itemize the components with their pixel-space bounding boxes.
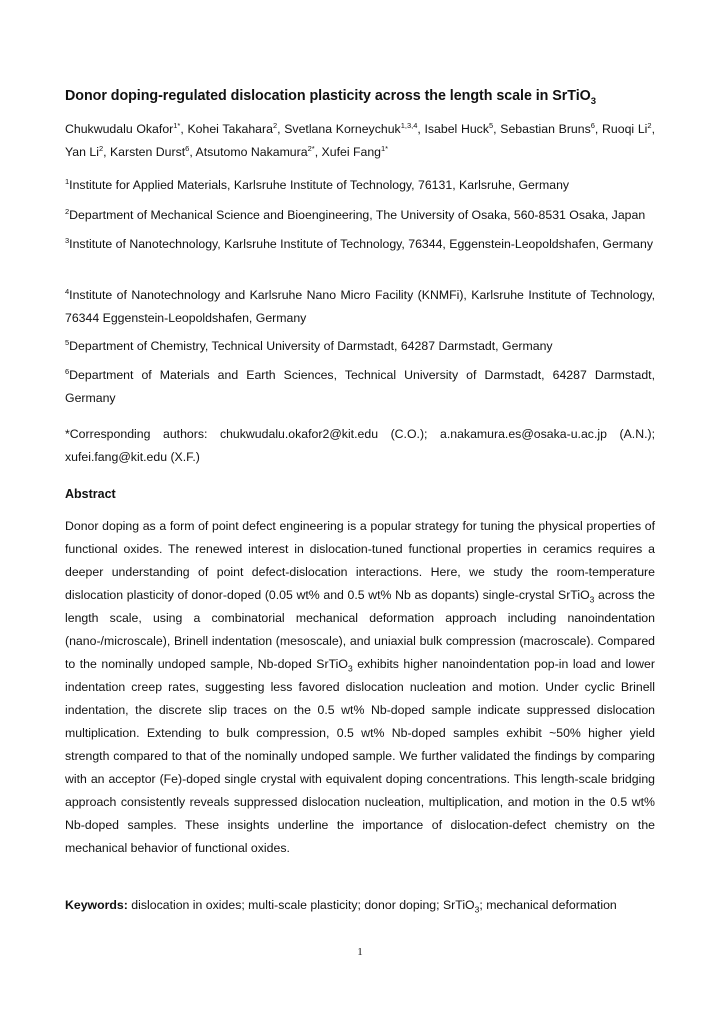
author-name: Svetlana Korneychuk [284, 122, 401, 136]
affiliation-number: 4 [65, 286, 70, 296]
keywords-label: Keywords: [65, 898, 128, 912]
author-name: Chukwudalu Okafor [65, 122, 174, 136]
page-number: 1 [357, 946, 363, 958]
affiliation-text: Institute of Nanotechnology, Karlsruhe Institute of Technology, 76344, Eggenstein-Leopoldshafen, Germany [69, 237, 653, 251]
author-affiliation-mark: 1* [173, 120, 181, 130]
affiliation-number: 5 [65, 337, 70, 347]
keywords-line: Keywords: dislocation in oxides; multi-scale plasticity; donor doping; SrTiO$_3$; mechanical deformation [65, 898, 617, 915]
author-affiliation-mark: 1,3,4 [400, 120, 418, 130]
author-affiliation-mark: 6 [590, 120, 595, 130]
affiliation-item [65, 335, 655, 358]
paper-title [65, 88, 665, 107]
author-affiliation-mark: 2* [307, 143, 315, 153]
title-subscript: 3 [590, 95, 596, 107]
abstract-heading: Abstract [65, 487, 116, 501]
author-name: Ruoqi Li [602, 122, 648, 136]
author-name: Sebastian Bruns [500, 122, 591, 136]
author-list: Chukwudalu Okafor$^{1*}$, Kohei Takahara$^2$, Svetlana Korneychuk$^{1,3,4}$, Isabel Huck$^5$, Sebastian Bruns$^6$, Ruoqi Li$^2$, Yan Li$^2$, Karsten Durst$^6$, Atsutomo Nakamura$^{2*}$, Xufei Fang$^{1*}$ [65, 120, 655, 159]
affiliation-text: Department of Mechanical Science and Bioengineering, The University of Osaka, 560-8531 Osaka, Japan [69, 208, 646, 222]
affiliation-item [65, 364, 655, 410]
author-affiliation-mark: 1* [381, 143, 389, 153]
affiliation-item [65, 204, 655, 227]
affiliation-text: Department of Chemistry, Technical University of Darmstadt, 64287 Darmstadt, Germany [69, 339, 553, 353]
affiliation-text: Institute for Applied Materials, Karlsruhe Institute of Technology, 76131, Karlsruhe, Germany [69, 178, 570, 192]
author-affiliation-mark: 5 [488, 120, 494, 130]
affiliation-item [65, 284, 655, 330]
author-name: Atsutomo Nakamura [195, 145, 308, 159]
affiliation-item [65, 174, 655, 197]
author-name: Kohei Takahara [187, 122, 273, 136]
affiliation-number: 1 [65, 176, 70, 186]
author-name: Yan Li [65, 145, 99, 159]
author-name: Isabel Huck [424, 122, 489, 136]
author-affiliation-mark: 6 [185, 143, 190, 153]
author-affiliation-mark: 2 [98, 143, 104, 153]
affiliation-number: 3 [65, 235, 70, 245]
affiliation-number: 6 [65, 366, 70, 376]
abstract-text: Donor doping as a form of point defect engineering is a popular strategy for tuning the physical properties of functional oxides. The renewed interest in dislocation-tuned functional properties in ceramics requires a deeper understanding of point defect-dislocation interactions. Here, we study the room-temperature dislocation plasticity of donor-doped (0.05 wt% and 0.5 wt% Nb as dopants) single-crystal SrTiO$_3$ across the length scale, using a combinatorial mechanical deformation approach including nanoindentation (nano-/microscale), Brinell indentation (mesoscale), and uniaxial bulk compression (macroscale). Compared to the nominally undoped sample, Nb-doped SrTiO$_3$ exhibits higher nanoindentation pop-in load and lower indentation creep rates, suggesting less favored dislocation nucleation and motion. Under cyclic Brinell indentation, the discrete slip traces on the 0.5 wt% Nb-doped sample indicate suppressed dislocation multiplication. Extending to bulk compression, 0.5 wt% Nb-doped samples exhibit ~50% higher yield strength compared to that of the nominally undoped sample. We further validated the findings by comparing with an acceptor (Fe)-doped single crystal with equivalent doping concentrations. This length-scale bridging approach consistently reveals suppressed dislocation nucleation, multiplication, and motion in the 0.5 wt% Nb-doped samples. These insights underline the importance of dislocation-defect chemistry on the mechanical behavior of functional oxides. [65, 519, 655, 855]
author-affiliation-mark: 2 [647, 120, 652, 130]
corresponding-authors: *Corresponding authors: chukwudalu.okafor2@kit.edu (C.O.); a.nakamura.es@osaka-u.ac.jp (A.N.); xufei.fang@kit.edu (X.F.) [65, 427, 655, 464]
affiliation-item [65, 233, 655, 256]
author-affiliation-mark: 2 [272, 120, 278, 130]
author-name: Karsten Durst [109, 145, 186, 159]
author-name: Xufei Fang [321, 145, 382, 159]
affiliation-text: Institute of Nanotechnology and Karlsruhe Nano Micro Facility (KNMFi), Karlsruhe Institute of Technology, 76344 Eggenstein-Leopoldshafen, Germany [65, 288, 655, 325]
title-text: Donor doping-regulated dislocation plasticity across the length scale in SrTiO [65, 88, 591, 104]
affiliation-number: 2 [65, 206, 70, 216]
affiliation-text: Department of Materials and Earth Sciences, Technical University of Darmstadt, 64287 Darmstadt, Germany [65, 368, 655, 405]
